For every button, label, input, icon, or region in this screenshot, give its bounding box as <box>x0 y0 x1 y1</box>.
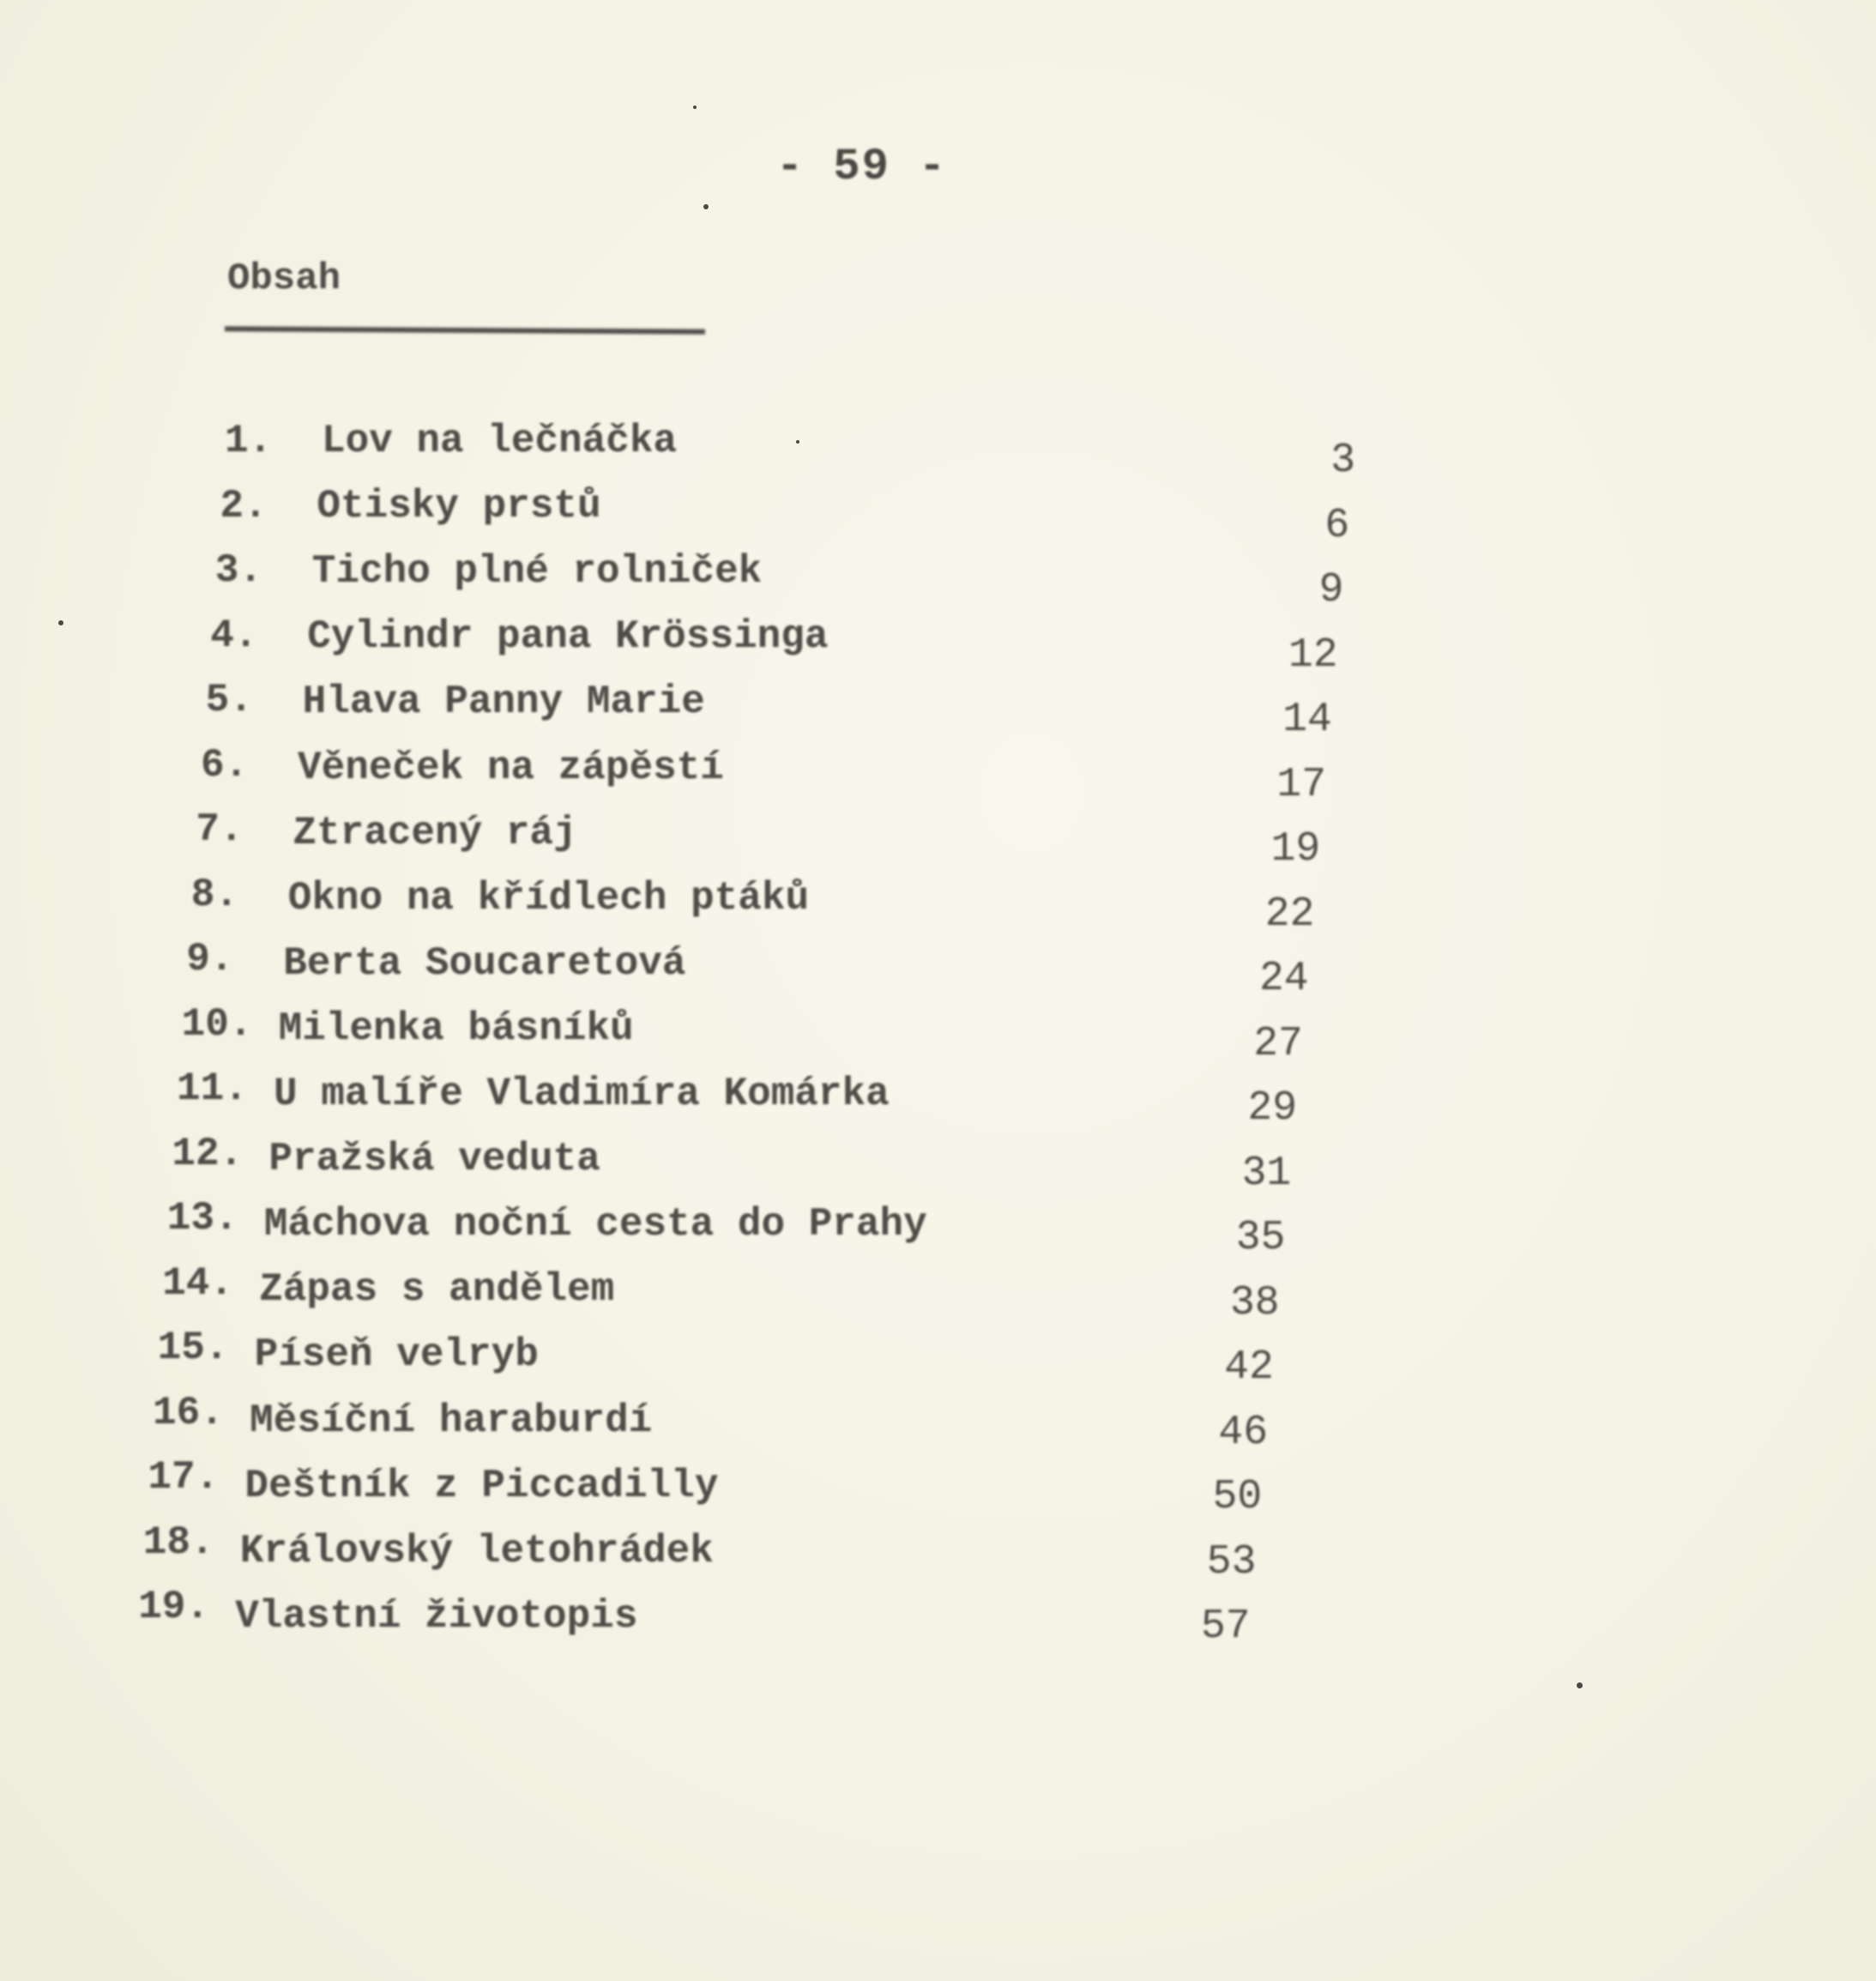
toc-entry-number: 18. <box>142 1519 214 1565</box>
toc-entry-title: Berta Soucaretová <box>283 940 686 986</box>
toc-entry-page: 29 <box>1247 1085 1297 1132</box>
toc-entry-page: 3 <box>1330 438 1355 484</box>
toc-entry-number: 14. <box>162 1260 234 1306</box>
toc-entry-page: 6 <box>1324 502 1350 549</box>
toc-entry-page: 9 <box>1318 567 1344 613</box>
toc-entry-page: 14 <box>1282 697 1332 743</box>
toc-entry-page: 22 <box>1264 891 1315 938</box>
toc-entry-number: 6. <box>201 742 249 788</box>
toc-entry-page: 35 <box>1235 1215 1286 1261</box>
toc-entry-title: Cylindr pana Krössinga <box>307 614 829 660</box>
toc-entry-page: 53 <box>1206 1538 1257 1585</box>
toc-entry-page: 50 <box>1212 1474 1263 1520</box>
toc-entry-page: 42 <box>1224 1344 1274 1391</box>
toc-entry-number: 1. <box>225 419 273 463</box>
toc-entry-number: 5. <box>205 678 253 722</box>
toc-entry-page: 12 <box>1288 631 1338 679</box>
toc-entry-title: Otisky prstů <box>317 484 601 529</box>
toc-entry-title: Měsíční haraburdí <box>250 1398 653 1443</box>
toc-entry-title: Píseň velryb <box>254 1332 539 1378</box>
toc-entry-title: Máchova noční cesta do Prahy <box>263 1202 927 1247</box>
toc-entry-number: 17. <box>148 1455 220 1500</box>
toc-entry-page: 24 <box>1258 956 1309 1002</box>
toc-entry-title: Okno na křídlech ptáků <box>287 875 810 921</box>
toc-entry-title: Královský letohrádek <box>239 1528 714 1573</box>
toc-entry-title: Milenka básníků <box>278 1006 634 1051</box>
toc-entry-title: Zápas s andělem <box>259 1267 615 1313</box>
toc-entry-title: Ticho plné rolniček <box>311 549 763 595</box>
toc-entry-page: 19 <box>1270 826 1321 873</box>
toc-entry-page: 27 <box>1253 1020 1303 1067</box>
toc-entry-page: 38 <box>1229 1279 1280 1326</box>
toc-entry-number: 13. <box>166 1196 238 1241</box>
toc-entry-number: 8. <box>190 872 239 917</box>
toc-entry-page: 31 <box>1241 1150 1292 1197</box>
toc-entry-title: Deštník z Piccadilly <box>244 1463 719 1508</box>
toc-entry-number: 3. <box>214 548 263 593</box>
toc-heading: Obsah <box>227 257 341 300</box>
toc-entry-title: Pražská veduta <box>268 1137 600 1182</box>
toc-entry-page: 57 <box>1200 1604 1251 1650</box>
toc-entry-page: 46 <box>1218 1409 1268 1456</box>
toc-entry-title: Ztracený ráj <box>293 810 577 855</box>
toc-entry-title: Věneček na zápěstí <box>298 745 724 790</box>
toc-entry-title: Vlastní životopis <box>235 1593 638 1639</box>
toc-entry-number: 19. <box>138 1585 210 1629</box>
toc-entry-title: Lov na lečnáčka <box>322 419 678 463</box>
toc-entry-number: 12. <box>172 1131 244 1176</box>
toc-entry-number: 10. <box>181 1001 253 1047</box>
toc-entry-number: 11. <box>177 1066 248 1111</box>
toc-entry-title: Hlava Panny Marie <box>302 679 705 725</box>
toc-entry-title: U malíře Vladimíra Komárka <box>274 1072 890 1116</box>
toc-entry-number: 16. <box>153 1390 224 1435</box>
toc-entry-number: 7. <box>196 807 244 852</box>
toc-entry-number: 15. <box>157 1326 229 1370</box>
toc-entry-number: 9. <box>186 937 234 981</box>
toc-entry-number: 4. <box>210 613 258 658</box>
toc-entry-page: 17 <box>1276 761 1326 808</box>
toc-entry-number: 2. <box>220 483 268 528</box>
page-number: - 59 - <box>776 142 948 192</box>
